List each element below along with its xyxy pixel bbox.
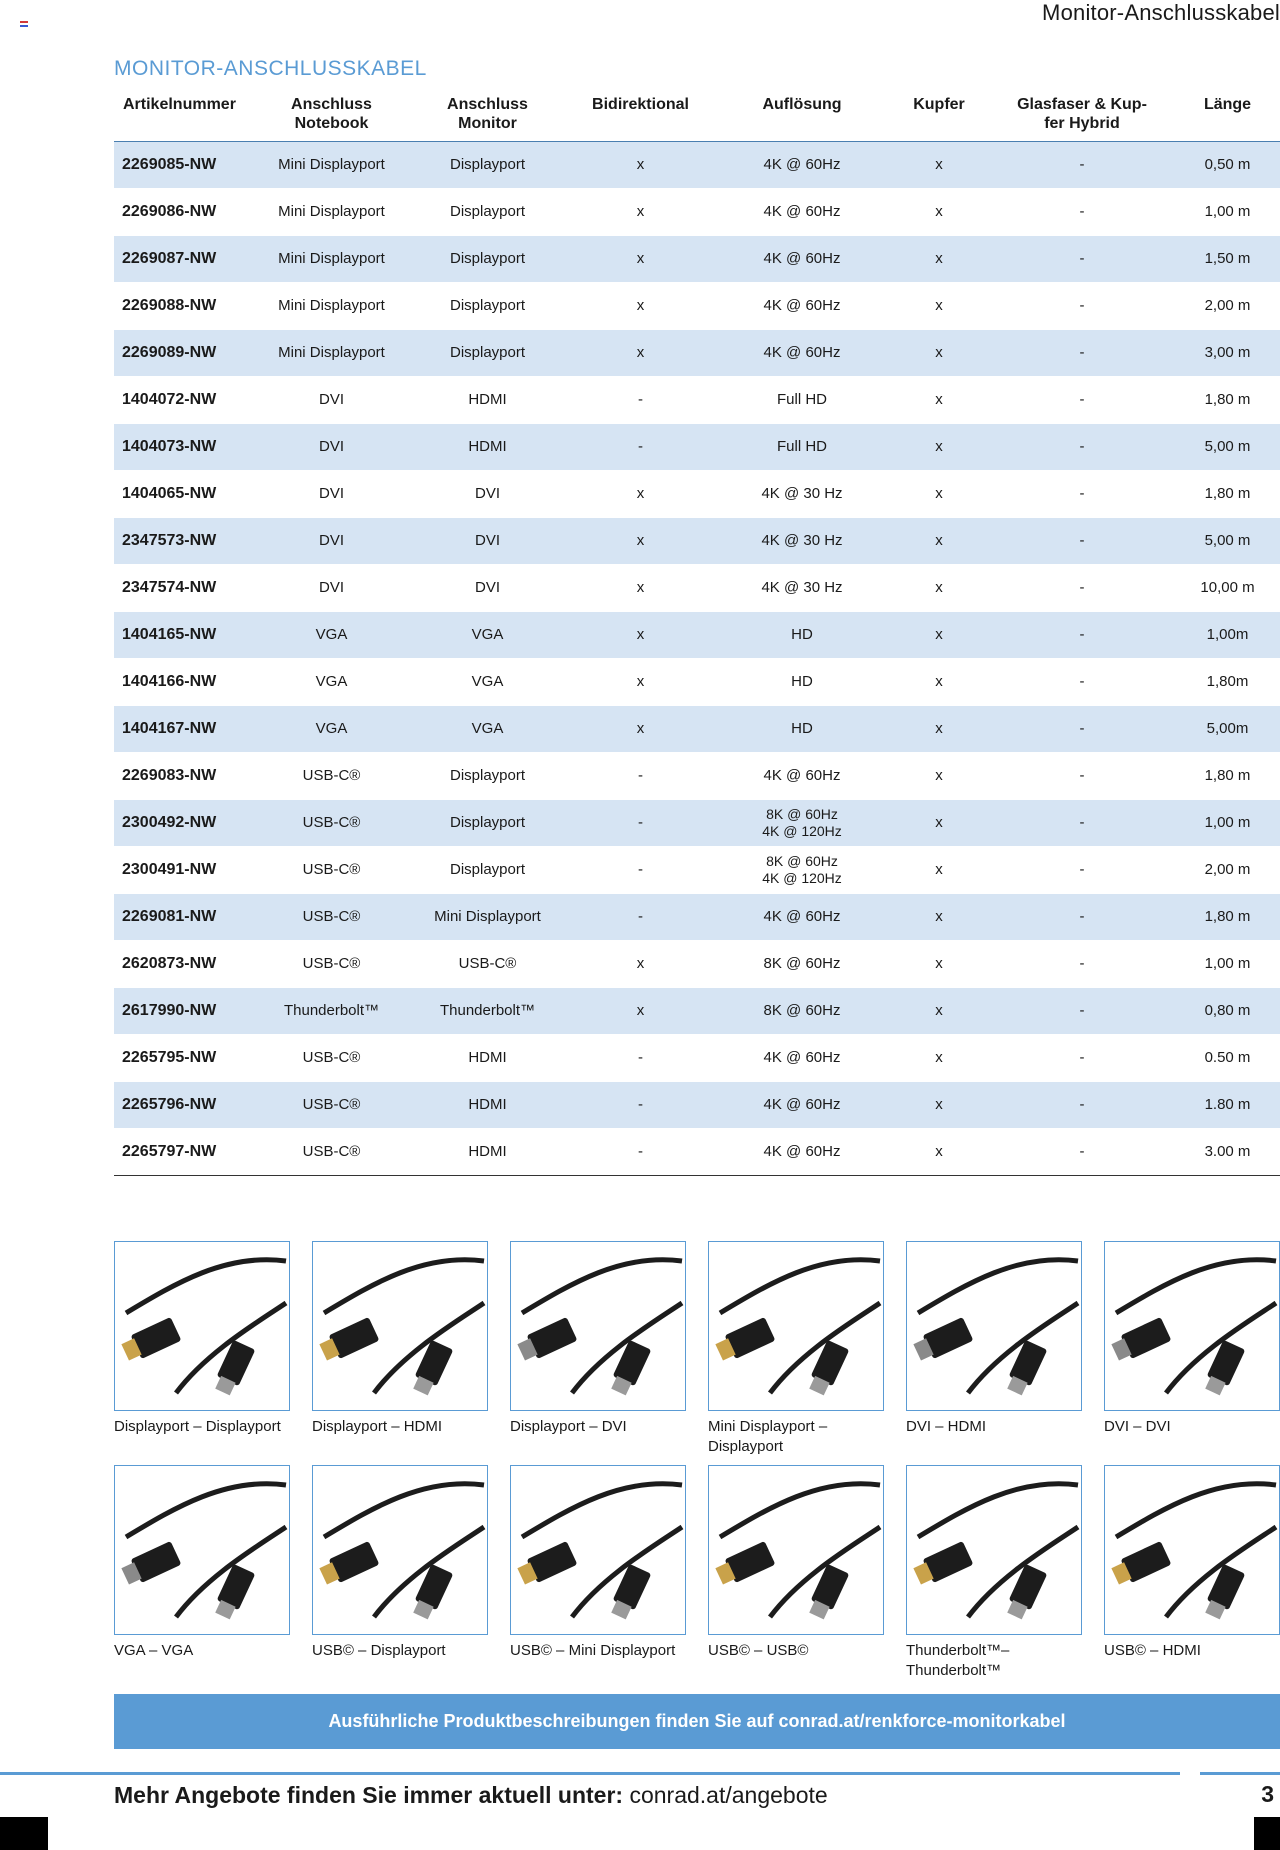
table-cell: 1,80 m <box>1175 752 1280 799</box>
table-cell: - <box>989 1128 1175 1175</box>
table-cell: 4K @ 60Hz <box>715 1034 889 1081</box>
vga-vga-cable-icon <box>114 1465 290 1635</box>
article-number-cell: 2620873-NW <box>114 940 254 987</box>
footer-divider-left <box>0 1772 1180 1775</box>
table-row <box>114 752 1280 799</box>
article-number-cell: 2265797-NW <box>114 1128 254 1175</box>
table-cell: 4K @ 30 Hz <box>715 470 889 517</box>
article-number-cell: 2269085-NW <box>114 141 254 188</box>
article-number-cell: 2269088-NW <box>114 282 254 329</box>
table-cell: - <box>989 329 1175 376</box>
table-cell: HD <box>715 658 889 705</box>
table-cell: 2,00 m <box>1175 282 1280 329</box>
product-card[interactable] <box>1104 1241 1280 1437</box>
table-cell: HD <box>715 611 889 658</box>
table-cell: x <box>889 329 989 376</box>
table-body <box>114 141 1280 1175</box>
table-row <box>114 376 1280 423</box>
table-cell: - <box>989 893 1175 940</box>
table-cell: Displayport <box>409 799 566 846</box>
table-cell: x <box>566 188 715 235</box>
table-cell: x <box>566 658 715 705</box>
column-header: Länge <box>1203 96 1252 113</box>
table-cell: x <box>889 611 989 658</box>
page-number: 3 <box>1261 1781 1274 1807</box>
usbc-hdmi-cable-icon <box>1104 1465 1280 1635</box>
article-number-cell: 2347574-NW <box>114 564 254 611</box>
table-cell: x <box>566 517 715 564</box>
table-cell: 0.50 m <box>1175 1034 1280 1081</box>
table-cell: 4K @ 60Hz <box>715 893 889 940</box>
table-cell: - <box>989 564 1175 611</box>
product-card[interactable] <box>114 1465 290 1661</box>
table-cell: Full HD <box>715 376 889 423</box>
product-card[interactable] <box>708 1465 884 1661</box>
table-cell: 4K @ 60Hz <box>715 752 889 799</box>
product-card[interactable] <box>708 1241 884 1457</box>
table-cell: - <box>989 799 1175 846</box>
dvi-dvi-cable-icon <box>1104 1241 1280 1411</box>
table-cell: 2,00 m <box>1175 846 1280 893</box>
table-cell: 4K @ 30 Hz <box>715 564 889 611</box>
product-card[interactable] <box>510 1465 686 1661</box>
product-caption: Displayport – DVI <box>510 1418 627 1435</box>
table-cell: Full HD <box>715 423 889 470</box>
column-header: Bidirektional <box>592 96 689 113</box>
table-row <box>114 188 1280 235</box>
table-cell: x <box>889 141 989 188</box>
section-title: MONITOR-ANSCHLUSSKABEL <box>114 57 427 80</box>
table-cell: Mini Displayport <box>254 141 409 188</box>
table-cell: Displayport <box>409 752 566 799</box>
article-number-cell: 2347573-NW <box>114 517 254 564</box>
table-row <box>114 1034 1280 1081</box>
table-cell: Displayport <box>409 846 566 893</box>
table-cell: USB-C® <box>254 893 409 940</box>
table-cell: x <box>889 376 989 423</box>
table-row <box>114 940 1280 987</box>
article-number-cell: 2269086-NW <box>114 188 254 235</box>
article-number-cell: 1404065-NW <box>114 470 254 517</box>
table-cell: x <box>566 611 715 658</box>
table-row <box>114 423 1280 470</box>
table-cell: HDMI <box>409 423 566 470</box>
table-row <box>114 705 1280 752</box>
table-cell: x <box>889 799 989 846</box>
table-cell: x <box>889 188 989 235</box>
table-cell: 1,80 m <box>1175 470 1280 517</box>
table-row <box>114 1081 1280 1128</box>
table-cell: 1,80m <box>1175 658 1280 705</box>
table-cell: VGA <box>254 658 409 705</box>
table-cell: 4K @ 60Hz <box>715 1081 889 1128</box>
corner-mark-right <box>1254 1817 1280 1850</box>
product-caption: DVI – HDMI <box>906 1418 987 1435</box>
table-cell: x <box>889 1081 989 1128</box>
table-cell: Mini Displayport <box>254 329 409 376</box>
table-cell: 4K @ 60Hz <box>715 282 889 329</box>
table-cell: VGA <box>409 611 566 658</box>
table-cell: HDMI <box>409 1081 566 1128</box>
table-cell: USB-C® <box>254 1081 409 1128</box>
article-number-cell: 2269087-NW <box>114 235 254 282</box>
table-cell: Mini Displayport <box>254 235 409 282</box>
table-cell: x <box>889 470 989 517</box>
table-row <box>114 141 1280 188</box>
table-cell: - <box>989 423 1175 470</box>
table-cell: x <box>889 705 989 752</box>
table-row <box>114 470 1280 517</box>
table-cell: USB-C® <box>409 940 566 987</box>
table-header-row <box>114 92 1280 141</box>
article-number-cell: 1404165-NW <box>114 611 254 658</box>
table-cell: DVI <box>254 423 409 470</box>
dvi-hdmi-cable-icon <box>906 1241 1082 1411</box>
column-header: Artikelnummer <box>123 96 236 113</box>
table-cell: DVI <box>409 517 566 564</box>
table-cell: x <box>566 470 715 517</box>
table-cell: DVI <box>254 376 409 423</box>
product-card[interactable] <box>312 1241 488 1437</box>
table-cell: USB-C® <box>254 1128 409 1175</box>
table-cell: - <box>566 1128 715 1175</box>
table-cell: 1,00 m <box>1175 799 1280 846</box>
column-header: Kupfer <box>913 96 965 113</box>
article-number-cell: 1404167-NW <box>114 705 254 752</box>
info-banner <box>114 1694 1280 1749</box>
product-caption: Displayport – HDMI <box>312 1418 443 1435</box>
table-cell: x <box>889 282 989 329</box>
table-cell: DVI <box>409 564 566 611</box>
table-cell: 5,00 m <box>1175 517 1280 564</box>
table-cell: 4K @ 30 Hz <box>715 517 889 564</box>
table-cell: - <box>989 987 1175 1034</box>
table-row <box>114 658 1280 705</box>
table-cell: x <box>889 752 989 799</box>
table-cell: x <box>889 1034 989 1081</box>
table-cell: USB-C® <box>254 799 409 846</box>
table-cell: - <box>989 1081 1175 1128</box>
table-cell: 1,00 m <box>1175 188 1280 235</box>
table-cell: Displayport <box>409 282 566 329</box>
banner-text[interactable]: Ausführliche Produktbeschreibungen finden Sie auf conrad.at/renkforce-monitorkabel <box>328 1711 1066 1731</box>
table-cell: Displayport <box>409 329 566 376</box>
table-cell: 4K @ 60Hz <box>715 188 889 235</box>
table-cell: 1,00m <box>1175 611 1280 658</box>
table-cell: 0,80 m <box>1175 987 1280 1034</box>
product-caption: USB© – Displayport <box>312 1642 446 1659</box>
product-caption: USB© – Mini Displayport <box>510 1642 676 1659</box>
column-header: Auflösung <box>762 96 842 113</box>
column-header: Anschluss Notebook <box>291 96 372 132</box>
usbc-usbc-cable-icon <box>708 1465 884 1635</box>
table-cell: VGA <box>254 705 409 752</box>
table-cell: x <box>566 564 715 611</box>
displayport-hdmi-cable-icon <box>312 1241 488 1411</box>
table-cell: 4K @ 60Hz <box>715 329 889 376</box>
table-cell: 3.00 m <box>1175 1128 1280 1175</box>
product-caption: Mini Displayport – Displayport <box>708 1418 828 1455</box>
table-cell: 4K @ 60Hz <box>715 1128 889 1175</box>
language-flag-icon <box>20 21 28 27</box>
table-cell: VGA <box>409 658 566 705</box>
table-cell: - <box>566 846 715 893</box>
footer-divider-right <box>1200 1772 1280 1775</box>
table-cell: - <box>989 611 1175 658</box>
table-cell: 4K @ 60Hz <box>715 235 889 282</box>
table-cell: - <box>989 235 1175 282</box>
table-cell: USB-C® <box>254 846 409 893</box>
table-cell: USB-C® <box>254 1034 409 1081</box>
table-cell: Displayport <box>409 141 566 188</box>
table-cell: - <box>566 376 715 423</box>
footer-offers <box>114 1782 828 1809</box>
product-caption: Thunderbolt™– Thunderbolt™ <box>906 1642 1010 1679</box>
product-caption: USB© – USB© <box>708 1642 809 1659</box>
table-cell: 3,00 m <box>1175 329 1280 376</box>
thunderbolt-cable-icon <box>906 1465 1082 1635</box>
table-cell: Thunderbolt™ <box>254 987 409 1034</box>
table-cell: Displayport <box>409 235 566 282</box>
table-cell: 1,50 m <box>1175 235 1280 282</box>
table-cell: x <box>889 423 989 470</box>
table-cell: - <box>566 752 715 799</box>
table-cell: x <box>889 940 989 987</box>
table-cell: DVI <box>254 564 409 611</box>
table-cell: 8K @ 60Hz <box>715 940 889 987</box>
table-cell: Mini Displayport <box>254 282 409 329</box>
table-cell: 8K @ 60Hz <box>715 987 889 1034</box>
mini-displayport-cable-icon <box>708 1241 884 1411</box>
table-cell: - <box>989 752 1175 799</box>
article-number-cell: 2300491-NW <box>114 846 254 893</box>
table-cell: DVI <box>254 517 409 564</box>
product-card[interactable] <box>510 1241 686 1437</box>
usbc-mini-displayport-cable-icon <box>510 1465 686 1635</box>
usbc-displayport-cable-icon <box>312 1465 488 1635</box>
table-cell: x <box>889 893 989 940</box>
table-row <box>114 1128 1280 1175</box>
table-cell: - <box>566 893 715 940</box>
article-number-cell: 1404072-NW <box>114 376 254 423</box>
corner-mark-left <box>0 1817 48 1850</box>
table-cell: HDMI <box>409 1034 566 1081</box>
table-cell: x <box>566 141 715 188</box>
product-card[interactable] <box>1104 1465 1280 1661</box>
table-cell: x <box>889 987 989 1034</box>
table-cell: 5,00m <box>1175 705 1280 752</box>
product-card[interactable] <box>906 1465 1082 1681</box>
table-cell: Displayport <box>409 188 566 235</box>
article-number-cell: 2265795-NW <box>114 1034 254 1081</box>
table-cell: HD <box>715 705 889 752</box>
table-cell: 10,00 m <box>1175 564 1280 611</box>
product-caption: Displayport – Displayport <box>114 1418 281 1435</box>
table-cell: 1,80 m <box>1175 376 1280 423</box>
table-cell: VGA <box>409 705 566 752</box>
table-cell: 4K @ 60Hz <box>715 141 889 188</box>
table-cell: - <box>566 799 715 846</box>
article-number-cell: 1404166-NW <box>114 658 254 705</box>
article-number-cell: 2269089-NW <box>114 329 254 376</box>
article-number-cell: 2269083-NW <box>114 752 254 799</box>
displayport-cable-icon <box>114 1241 290 1411</box>
product-card[interactable] <box>312 1465 488 1661</box>
table-row <box>114 329 1280 376</box>
article-number-cell: 2617990-NW <box>114 987 254 1034</box>
article-number-cell: 1404073-NW <box>114 423 254 470</box>
column-header: Glasfaser & Kup- fer Hybrid <box>1017 96 1147 132</box>
table-row <box>114 517 1280 564</box>
table-cell: x <box>889 235 989 282</box>
table-cell: USB-C® <box>254 752 409 799</box>
table-cell: - <box>989 1034 1175 1081</box>
table-cell: - <box>989 141 1175 188</box>
table-cell: - <box>566 423 715 470</box>
table-cell: Mini Displayport <box>409 893 566 940</box>
table-cell: DVI <box>409 470 566 517</box>
displayport-dvi-cable-icon <box>510 1241 686 1411</box>
table-cell: - <box>989 470 1175 517</box>
product-card[interactable] <box>114 1241 290 1437</box>
product-caption: DVI – DVI <box>1104 1418 1171 1435</box>
table-cell: - <box>566 1034 715 1081</box>
table-cell: Mini Displayport <box>254 188 409 235</box>
product-table <box>114 92 1280 1176</box>
table-cell: Thunderbolt™ <box>409 987 566 1034</box>
table-cell: 8K @ 60Hz 4K @ 120Hz <box>715 799 889 846</box>
table-cell: x <box>566 940 715 987</box>
table-cell: DVI <box>254 470 409 517</box>
table-cell: x <box>566 235 715 282</box>
footer-lead: Mehr Angebote finden Sie immer aktuell unter: <box>114 1782 624 1808</box>
table-row <box>114 799 1280 846</box>
product-card[interactable] <box>906 1241 1082 1437</box>
table-cell: VGA <box>254 611 409 658</box>
table-cell: 1,00 m <box>1175 940 1280 987</box>
article-number-cell: 2269081-NW <box>114 893 254 940</box>
table-cell: - <box>989 940 1175 987</box>
table-row <box>114 893 1280 940</box>
running-header-title: Monitor-Anschlusskabel <box>1042 0 1280 25</box>
table-row <box>114 235 1280 282</box>
product-caption: USB© – HDMI <box>1104 1642 1201 1659</box>
table-cell: 5,00 m <box>1175 423 1280 470</box>
table-cell: - <box>989 517 1175 564</box>
table-cell: - <box>989 376 1175 423</box>
table-cell: USB-C® <box>254 940 409 987</box>
table-cell: x <box>889 564 989 611</box>
column-header: Anschluss Monitor <box>447 96 528 132</box>
table-cell: - <box>989 705 1175 752</box>
table-cell: x <box>889 846 989 893</box>
table-cell: - <box>989 282 1175 329</box>
table-row <box>114 611 1280 658</box>
table-cell: HDMI <box>409 376 566 423</box>
product-caption: VGA – VGA <box>114 1642 194 1659</box>
article-number-cell: 2300492-NW <box>114 799 254 846</box>
article-number-cell: 2265796-NW <box>114 1081 254 1128</box>
table-cell: x <box>566 705 715 752</box>
table-cell: - <box>989 846 1175 893</box>
table-row <box>114 987 1280 1034</box>
table-cell: x <box>566 987 715 1034</box>
table-row <box>114 846 1280 893</box>
table-cell: 1,80 m <box>1175 893 1280 940</box>
table-cell: x <box>566 329 715 376</box>
table-cell: HDMI <box>409 1128 566 1175</box>
table-cell: - <box>566 1081 715 1128</box>
table-cell: x <box>889 1128 989 1175</box>
table-cell: x <box>566 282 715 329</box>
table-cell: x <box>889 517 989 564</box>
table-cell: x <box>889 658 989 705</box>
table-cell: - <box>989 658 1175 705</box>
table-cell: 0,50 m <box>1175 141 1280 188</box>
footer-link[interactable]: conrad.at/angebote <box>629 1782 828 1808</box>
table-cell: - <box>989 188 1175 235</box>
table-row <box>114 564 1280 611</box>
table-cell: 1.80 m <box>1175 1081 1280 1128</box>
table-row <box>114 282 1280 329</box>
table-cell: 8K @ 60Hz 4K @ 120Hz <box>715 846 889 893</box>
